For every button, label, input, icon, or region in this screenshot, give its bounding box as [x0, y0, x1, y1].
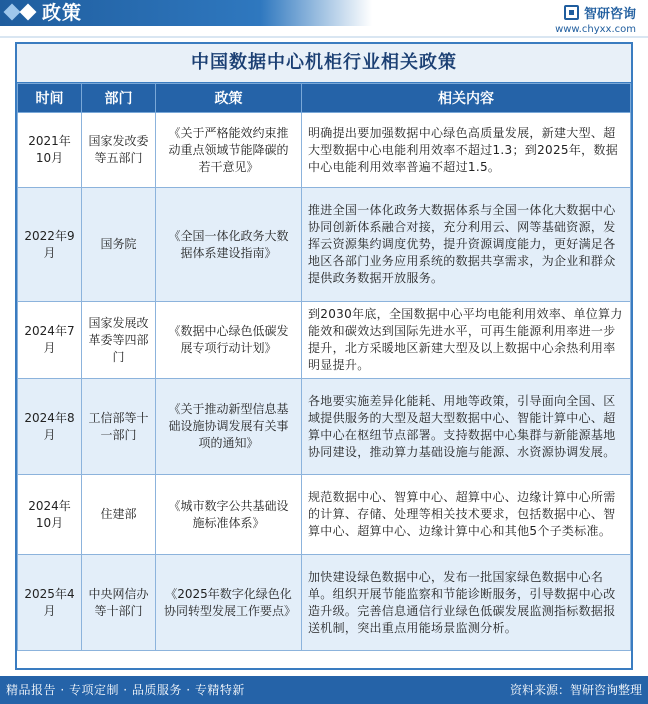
column-header-dept: 部门: [82, 84, 156, 113]
cell-dept: 中央网信办等十部门: [82, 555, 156, 651]
cell-policy: 《城市数字公共基础设施标准体系》: [156, 475, 302, 555]
diamond-icon: [20, 4, 37, 21]
table-row: [18, 188, 631, 302]
cell-policy: 《全国一体化政务大数据体系建设指南》: [156, 188, 302, 302]
table-row: [18, 475, 631, 555]
cell-content: 各地要实施差异化能耗、用地等政策，引导面向全国、区域提供服务的大型及超大型数据中心、智能计算中心、超算中心在枢纽节点部署。支持数据中心集群与新能源基地协同建设，推动算力基础设施与能源、水资源协调发展。: [302, 379, 631, 475]
cell-time: 2021年10月: [18, 113, 82, 188]
brand: [564, 3, 636, 21]
footer-bar: [0, 676, 648, 704]
cell-time: 2025年4月: [18, 555, 82, 651]
divider: [0, 36, 648, 38]
cell-content: 加快建设绿色数据中心，发布一批国家绿色数据中心名单。组织开展节能监察和节能诊断服务，引导数据中心改造升级。完善信息通信行业绿色低碳发展监测指标数据报送机制，突出重点用能场景监测分析。: [302, 555, 631, 651]
cell-content: 到2030年底，全国数据中心平均电能利用效率、单位算力能效和碳效达到国际先进水平，可再生能源利用率进一步提升，北方采暖地区新建大型及以上数据中心余热利用率明显提升。: [302, 302, 631, 379]
cell-policy: 《数据中心绿色低碳发展专项行动计划》: [156, 302, 302, 379]
cell-dept: 工信部等十一部门: [82, 379, 156, 475]
cell-policy: 《关于严格能效约束推动重点领域节能降碳的若干意见》: [156, 113, 302, 188]
cell-dept: 国家发展改革委等四部门: [82, 302, 156, 379]
cell-time: 2022年9月: [18, 188, 82, 302]
cell-policy: 《2025年数字化绿色化协同转型发展工作要点》: [156, 555, 302, 651]
table-row: [18, 302, 631, 379]
diamond-icon: [4, 4, 21, 21]
column-header-content: 相关内容: [302, 84, 631, 113]
cell-content: 明确提出要加强数据中心绿色高质量发展，新建大型、超大型数据中心电能利用效率不超过1.3；到2025年，数据中心电能利用效率普遍不超过1.5。: [302, 113, 631, 188]
footer-source: 资料来源：智研咨询整理: [509, 683, 642, 697]
cell-time: 2024年7月: [18, 302, 82, 379]
table-row: [18, 379, 631, 475]
header-band: [0, 0, 372, 26]
brand-logo-icon: [564, 5, 579, 20]
footer-tagline: 精品报告 · 专项定制 · 品质服务 · 专精特新: [6, 683, 245, 697]
cell-time: 2024年8月: [18, 379, 82, 475]
section-title: 政策: [42, 2, 83, 24]
cell-dept: 国务院: [82, 188, 156, 302]
column-header-policy: 政策: [156, 84, 302, 113]
cell-dept: 住建部: [82, 475, 156, 555]
table-row: [18, 113, 631, 188]
column-header-time: 时间: [18, 84, 82, 113]
policy-table-frame: [15, 42, 633, 670]
cell-time: 2024年10月: [18, 475, 82, 555]
table-title: 中国数据中心机柜行业相关政策: [17, 44, 631, 83]
cell-content: 推进全国一体化政务大数据体系与全国一体化大数据中心协同创新体系融合对接，充分利用云、网等基础资源，发挥云资源集约调度优势，提升资源调度能力，更好满足各地区各部门业务应用系统的数据共享需求，为企业和群众提供政务数据开放服务。: [302, 188, 631, 302]
brand-url: www.chyxx.com: [555, 24, 636, 35]
cell-content: 规范数据中心、智算中心、超算中心、边缘计算中心所需的计算、存储、处理等相关技术要求，包括数据中心、智算中心、超算中心、边缘计算中心和其他5个子类标准。: [302, 475, 631, 555]
policy-table: [17, 83, 631, 651]
cell-policy: 《关于推动新型信息基础设施协调发展有关事项的通知》: [156, 379, 302, 475]
table-row: [18, 555, 631, 651]
brand-name: 智研咨询: [583, 6, 636, 22]
table-header-row: [18, 84, 631, 113]
header: [0, 0, 648, 38]
cell-dept: 国家发改委等五部门: [82, 113, 156, 188]
